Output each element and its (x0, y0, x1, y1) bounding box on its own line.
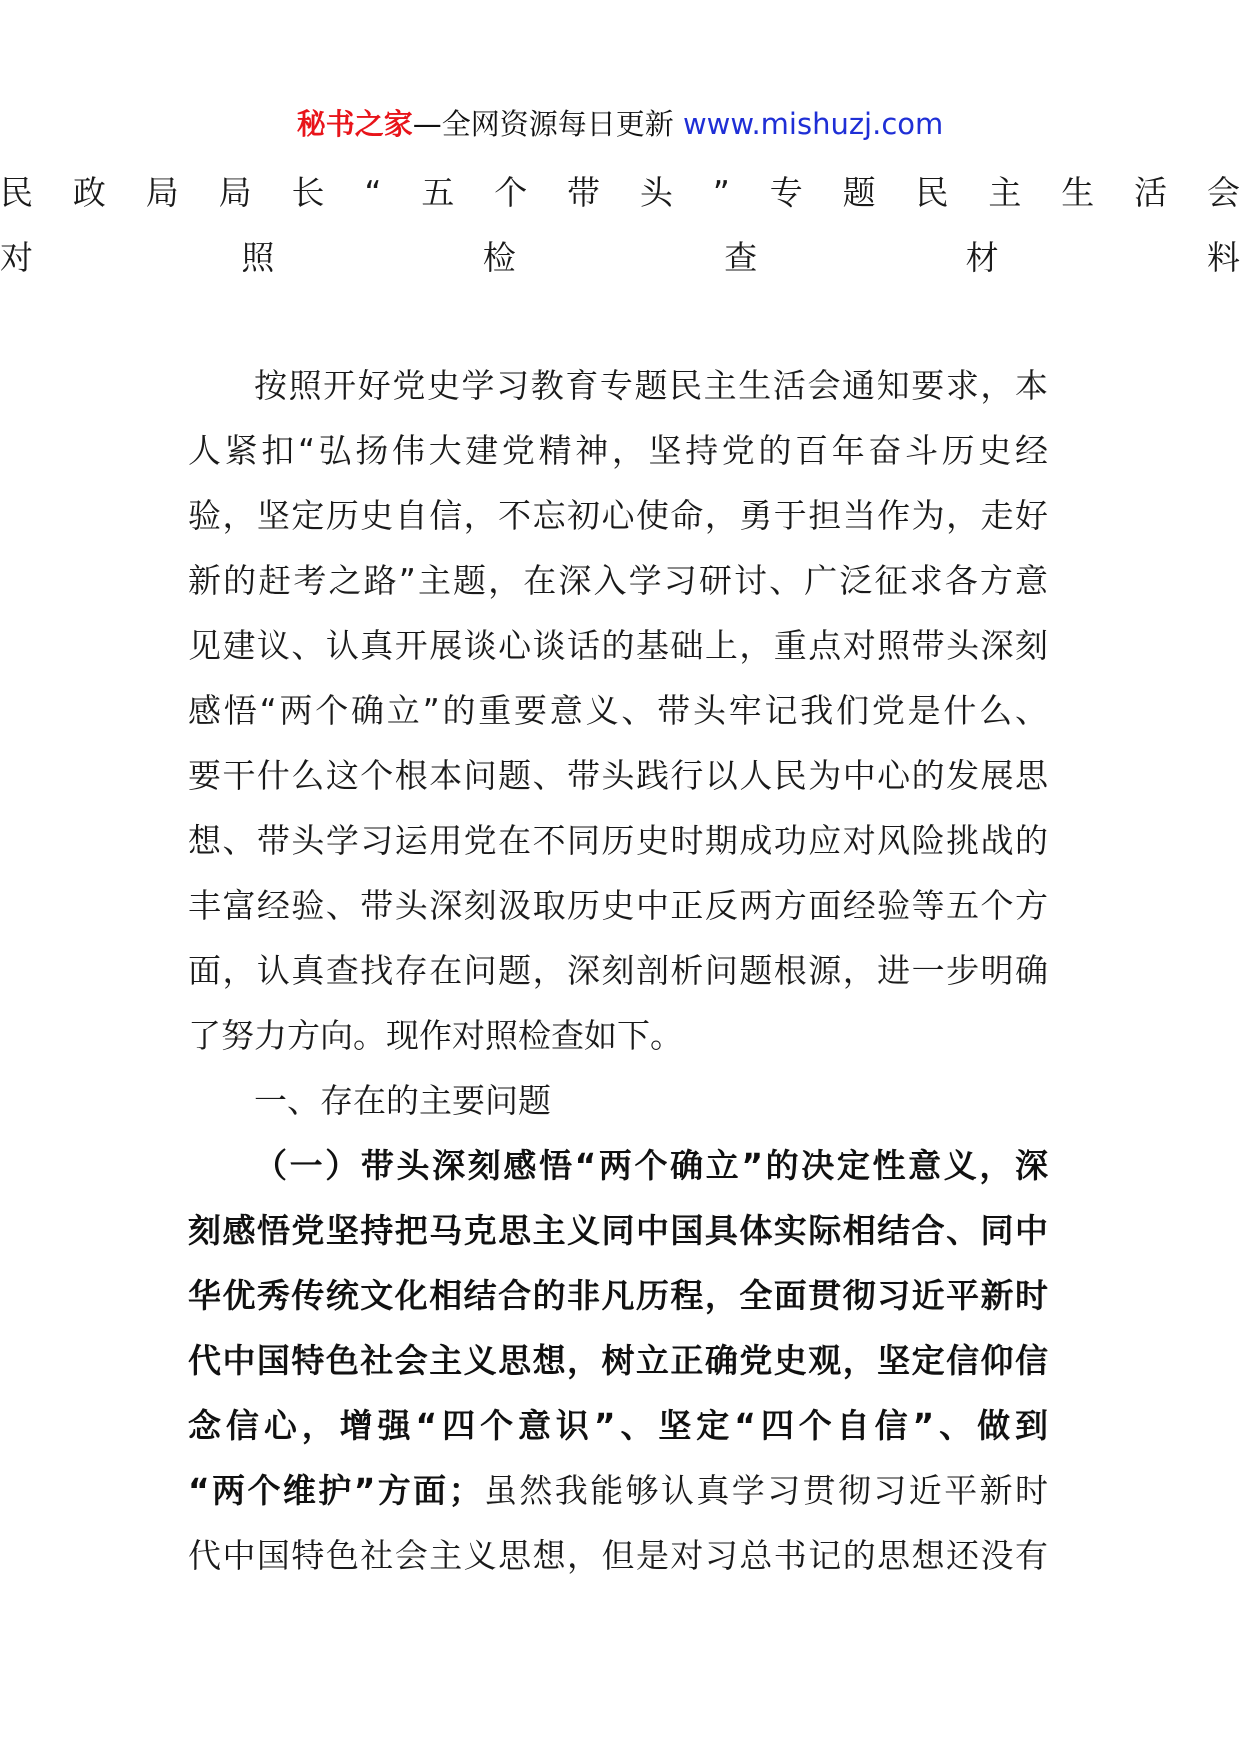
subsection-heading-line: 刻感悟党坚持把马克思主义同中国具体实际相结合、同中 (188, 1211, 1048, 1250)
banner-slogan: —全网资源每日更新 (412, 107, 674, 141)
mixed-paragraph-line (188, 1458, 1048, 1523)
subsection-heading-line: （一）带头深刻感悟“两个确立”的决定性意义，深 (254, 1146, 1048, 1185)
banner-url[interactable]: www.mishuzj.com (682, 107, 944, 141)
paragraph-line: 验，坚定历史自信，不忘初心使命，勇于担当作为，走好 (188, 496, 1048, 535)
site-banner (0, 104, 1240, 144)
paragraph-line: 要干什么这个根本问题、带头践行以人民为中心的发展思 (188, 756, 1048, 795)
paragraph-line: 了努力方向。现作对照检查如下。 (188, 1016, 683, 1055)
paragraph-line: 面，认真查找存在问题，深刻剖析问题根源，进一步明确 (188, 951, 1048, 990)
paragraph-line: 感悟“两个确立”的重要意义、带头牢记我们党是什么、 (188, 691, 1048, 730)
paragraph-line: 新的赶考之路”主题，在深入学习研讨、广泛征求各方意 (188, 561, 1048, 600)
subsection-heading-line: 代中国特色社会主义思想，树立正确党史观，坚定信仰信 (188, 1341, 1048, 1380)
section-heading: 一、存在的主要问题 (254, 1081, 551, 1120)
normal-phrase: 虽然我能够认真学习贯彻习近平新时 (481, 1471, 1048, 1510)
document-body (188, 353, 1048, 1588)
paragraph-line: 见建议、认真开展谈心谈话的基础上，重点对照带头深刻 (188, 626, 1048, 665)
title-line-1: 民政局局长“五个带头”专题民主生活会 (0, 173, 1240, 212)
paragraph-line: 丰富经验、带头深刻汲取历史中正反两方面经验等五个方 (188, 886, 1048, 925)
document-title (0, 160, 1240, 290)
title-line-2: 对照检查材料 (0, 238, 1240, 277)
bold-phrase: “两个维护”方面； (188, 1471, 482, 1510)
brand-name: 秘书之家 (296, 107, 413, 141)
paragraph-line: 想、带头学习运用党在不同历史时期成功应对风险挑战的 (188, 821, 1048, 860)
subsection-heading-line: 念信心，增强“四个意识”、坚定“四个自信”、做到 (188, 1406, 1048, 1445)
paragraph-line: 按照开好党史学习教育专题民主生活会通知要求，本 (254, 366, 1048, 405)
subsection-heading-line: 华优秀传统文化相结合的非凡历程，全面贯彻习近平新时 (188, 1276, 1048, 1315)
paragraph-line: 代中国特色社会主义思想，但是对习总书记的思想还没有 (188, 1536, 1048, 1575)
paragraph-line: 人紧扣“弘扬伟大建党精神，坚持党的百年奋斗历史经 (188, 431, 1048, 470)
